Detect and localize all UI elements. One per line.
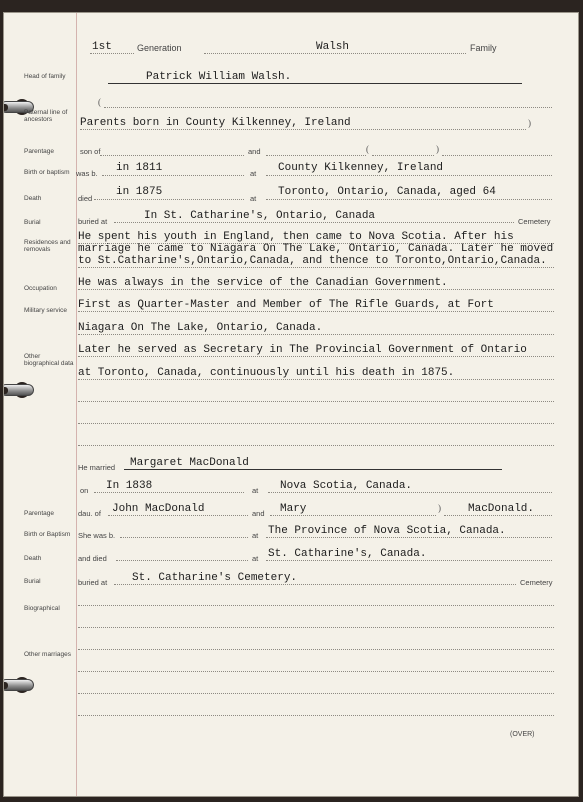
generation-value: 1st [92,41,112,53]
margin-death-2: Death [24,555,42,562]
binder-ring [3,679,34,691]
margin-burial: Burial [24,219,41,226]
head-of-family-value: Patrick William Walsh. [146,71,292,83]
residence-line-2: marriage he came to Niagara On The Lake, Ontario, Canada. Later he moved [78,243,554,255]
margin-occupation: Occupation [24,285,57,292]
over-label: (OVER) [510,731,535,738]
marriage-place-value: Nova Scotia, Canada. [280,480,413,492]
family-rule [204,53,466,54]
margin-head-of-family: Head of family [24,73,66,80]
spouse-death-at-label: at [252,554,259,563]
mother-first-value: Mary [280,503,307,515]
margin-birth-2: Birth or Baptism [24,531,71,538]
family-label: Family [470,43,497,53]
margin-biographical-2: Biographical [24,605,60,612]
dau-of-label: dau. of [78,509,101,518]
spouse-birth-at-label: at [252,531,259,540]
spouse-birth-place-value: The Province of Nova Scotia, Canada. [268,525,506,537]
spouse-burial-value: St. Catharine's Cemetery. [132,572,298,584]
margin-other-bio: Other biographical data [24,353,74,367]
paternal-rule-2 [80,129,526,130]
she-was-born-label: She was b. [78,531,116,540]
and-label: and [248,147,261,156]
was-born-label: was b. [76,169,98,178]
burial-value: In St. Catharine's, Ontario, Canada [144,210,376,222]
buried-at-label: buried at [78,217,108,226]
paternal-line-value: Parents born in County Kilkenney, Ireland [80,117,351,129]
spouse-value: Margaret MacDonald [130,457,249,469]
margin-parentage: Parentage [24,148,54,155]
generation-label: Generation [137,43,182,53]
cemetery-label: Cemetery [518,217,551,226]
margin-residences: Residences and removals [24,239,71,253]
mother-last-value: MacDonald. [468,503,535,515]
and-label-2: and [252,509,265,518]
family-value: Walsh [316,41,350,53]
died-label: died [78,194,93,203]
genealogy-form-page: 1st Generation Walsh Family Head of family Paternal line of ancestors Parentage Birth or baptism Death Burial Residences and removals Occupation Military service Other biographical data Parentage Birth or Baptism Death Burial Biographical Other marriages Patrick William Walsh. ( Parents born in County Kilkenney, Ireland ) son of and ( ) was b. in 1811 at County Kilkenney, Ireland died in 1875 at Toronto, Ontario, Canada, aged 64 buried at In St. Catharine's, Ontario, Canada Cemetery He spent his youth in England, then came to Nova Scotia. After his marriage he came to Niagara On The Lake, Ontario, Canada. Later he moved to St.Catharine's,Ontario,Canada, and thence to Toronto,Ontario,Canada. He was always in the service of the Canadian Government. First as Quarter-Master and Member of The Rifle Guards, at Fort Niagara On The Lake, Ontario, Canada. Later he served as Secretary in The Provincial Government of Ontario at Toronto, Canada, continuously until his death in 1875. He married Margaret MacDonald on In 1838 at Nova Scotia, Canada. dau. of John MacDonald and Mary ) MacDonald. She was b. at The Province of Nova Scotia, Canada. and died at St. Catharine's, Canada. buried at St. Catharine's Cemetery. Cemetery (OVER) [3,12,579,797]
death-date-value: in 1875 [116,186,163,198]
paternal-rule-1 [104,107,552,108]
margin-line [76,13,77,796]
bio-line-1: Later he served as Secretary in The Provincial Government of Ontario [78,344,527,356]
buried-at-label-2: buried at [78,578,108,587]
birth-place-value: County Kilkenney, Ireland [278,162,444,174]
margin-death: Death [24,195,42,202]
military-line-1: First as Quarter-Master and Member of The Rifle Guards, at Fort [78,299,494,311]
margin-military: Military service [24,307,67,314]
bio-line-2: at Toronto, Canada, continuously until his death in 1875. [78,367,455,379]
marriage-date-value: In 1838 [106,480,153,492]
occupation-value: He was always in the service of the Canadian Government. [78,277,448,289]
residence-line-3: to St.Catharine's,Ontario,Canada, and thence to Toronto,Ontario,Canada. [78,255,547,267]
birth-at-label: at [250,169,257,178]
head-rule [108,83,522,84]
cemetery-label-2: Cemetery [520,578,553,587]
son-of-label: son of [80,147,101,156]
birth-date-value: in 1811 [116,162,163,174]
generation-rule [90,53,134,54]
death-at-label: at [250,194,257,203]
margin-paternal-line: Paternal line of ancestors [24,109,68,123]
margin-parentage-2: Parentage [24,510,54,517]
margin-birth: Birth or baptism [24,169,70,176]
father-value: John MacDonald [112,503,205,515]
on-label: on [80,486,89,495]
spouse-death-place-value: St. Catharine's, Canada. [268,548,427,560]
margin-burial-2: Burial [24,578,41,585]
residence-line-1: He spent his youth in England, then came to Nova Scotia. After his [78,231,514,243]
he-married-label: He married [78,463,116,472]
marriage-at-label: at [252,486,259,495]
margin-other-marriages: Other marriages [24,651,71,658]
military-line-2: Niagara On The Lake, Ontario, Canada. [78,322,323,334]
binder-ring [3,384,34,396]
death-place-value: Toronto, Ontario, Canada, aged 64 [278,186,496,198]
and-died-label: and died [78,554,107,563]
